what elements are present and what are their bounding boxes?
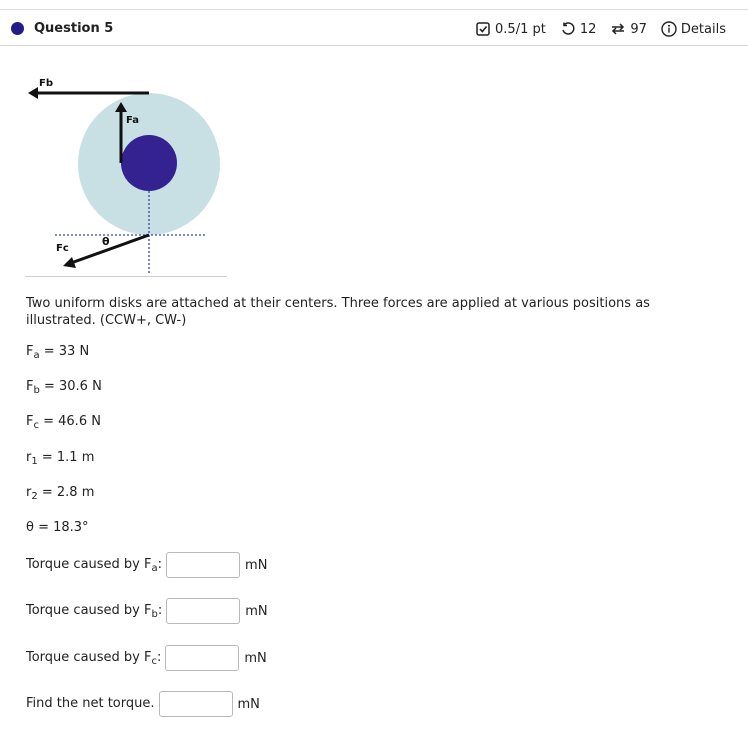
figure-divider <box>25 276 227 277</box>
net-torque-input[interactable] <box>159 691 233 717</box>
torque-fb-input[interactable] <box>166 598 240 624</box>
force-a-label: Fa <box>126 115 139 126</box>
given-fa: $F_a = 33$ N <box>26 344 90 361</box>
answer-row-fc <box>26 645 267 671</box>
theta-label: θ <box>102 235 110 248</box>
given-r2: $r_2 = 2.8$ m <box>26 485 95 502</box>
unit-label: mN <box>245 603 268 619</box>
answer-row-fb <box>26 598 268 624</box>
attempts-icon <box>610 21 626 37</box>
torque-fc-input[interactable] <box>165 645 239 671</box>
disk-force-diagram <box>25 72 227 277</box>
inner-disk <box>121 135 177 191</box>
answer-label: Find the net torque. <box>26 695 155 711</box>
details-link[interactable]: Details <box>680 21 726 37</box>
force-b-label: Fb <box>39 78 53 89</box>
attempts-count: 97 <box>630 21 647 37</box>
given-fb: $F_b = 30.6$ N <box>26 379 102 396</box>
answer-row-net <box>26 691 260 717</box>
info-icon[interactable] <box>661 21 677 37</box>
answer-label: Torque caused by $F_b$: <box>26 602 163 620</box>
given-r1: $r_1 = 1.1$ m <box>26 450 95 467</box>
problem-statement: Two uniform disks are attached at their centers. Three forces are applied at various positions as illustrated. (CCW+, CW-) <box>26 296 650 328</box>
unit-label: mN <box>244 650 267 666</box>
question-header <box>0 10 748 46</box>
retry-icon <box>560 21 576 37</box>
answer-label: Torque caused by $F_a$: <box>26 556 163 574</box>
answer-label: Torque caused by $F_c$: <box>26 649 162 667</box>
force-c-label: Fc <box>56 243 69 254</box>
given-theta: θ = 18.3° <box>26 520 89 535</box>
answer-row-fa <box>26 552 267 578</box>
question-status-dot <box>11 22 24 35</box>
given-fc: $F_c = 46.6$ N <box>26 414 101 431</box>
unit-label: mN <box>245 557 268 573</box>
question-meta <box>475 21 726 37</box>
torque-fa-input[interactable] <box>166 552 240 578</box>
unit-label: mN <box>237 696 260 712</box>
checkbox-score-icon <box>475 21 491 37</box>
question-title: Question 5 <box>34 21 114 36</box>
score-text: 0.5/1 pt <box>495 21 546 37</box>
retries-count: 12 <box>579 21 597 37</box>
